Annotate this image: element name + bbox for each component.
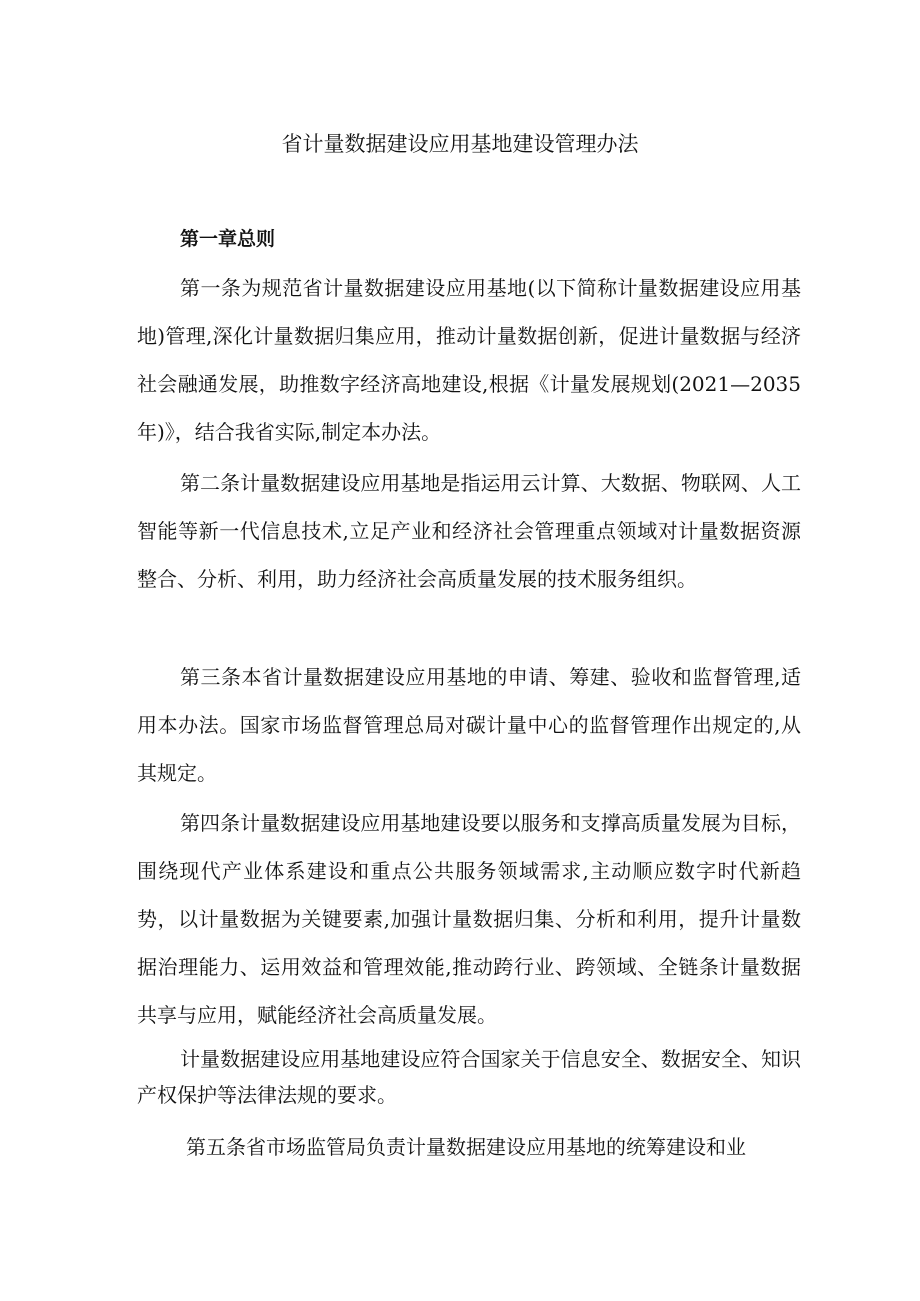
article-5-paragraph: 第五条省市场监管局负责计量数据建设应用基地的统筹建设和业 (186, 1135, 746, 1159)
document-title: 省计量数据建设应用基地建设管理办法 (281, 132, 639, 156)
chapter-heading: 第一章总则 (180, 228, 276, 250)
article-1-paragraph: 第一条为规范省计量数据建设应用基地(以下简称计量数据建设应用基地)管理,深化计量数据归集应用，推动计量数据创新，促进计量数据与经济社会融通发展，助推数字经济高地建设,根据《计量发展规划(2021—2035年)》，结合我省实际,制定本办法。 (137, 276, 801, 444)
article-4-paragraph: 第四条计量数据建设应用基地建设要以服务和支撑高质量发展为目标，围绕现代产业体系建设和重点公共服务领域需求,主动顺应数字时代新趋势，以计量数据为关键要素,加强计量数据归集、分析和利用，提升计量数据治理能力、运用效益和管理效能,推动跨行业、跨领域、全链条计量数据共享与应用，赋能经济社会高质量发展。 (137, 811, 801, 1027)
article-4-supplement-paragraph: 计量数据建设应用基地建设应符合国家关于信息安全、数据安全、知识产权保护等法律法规的要求。 (137, 1047, 801, 1107)
article-3-paragraph: 第三条本省计量数据建设应用基地的申请、筹建、验收和监督管理,适用本办法。国家市场监督管理总局对碳计量中心的监督管理作出规定的,从其规定。 (137, 665, 801, 785)
article-2-paragraph: 第二条计量数据建设应用基地是指运用云计算、大数据、物联网、人工智能等新一代信息技术,立足产业和经济社会管理重点领域对计量数据资源整合、分析、利用，助力经济社会高质量发展的技术服务组织。 (137, 471, 801, 591)
